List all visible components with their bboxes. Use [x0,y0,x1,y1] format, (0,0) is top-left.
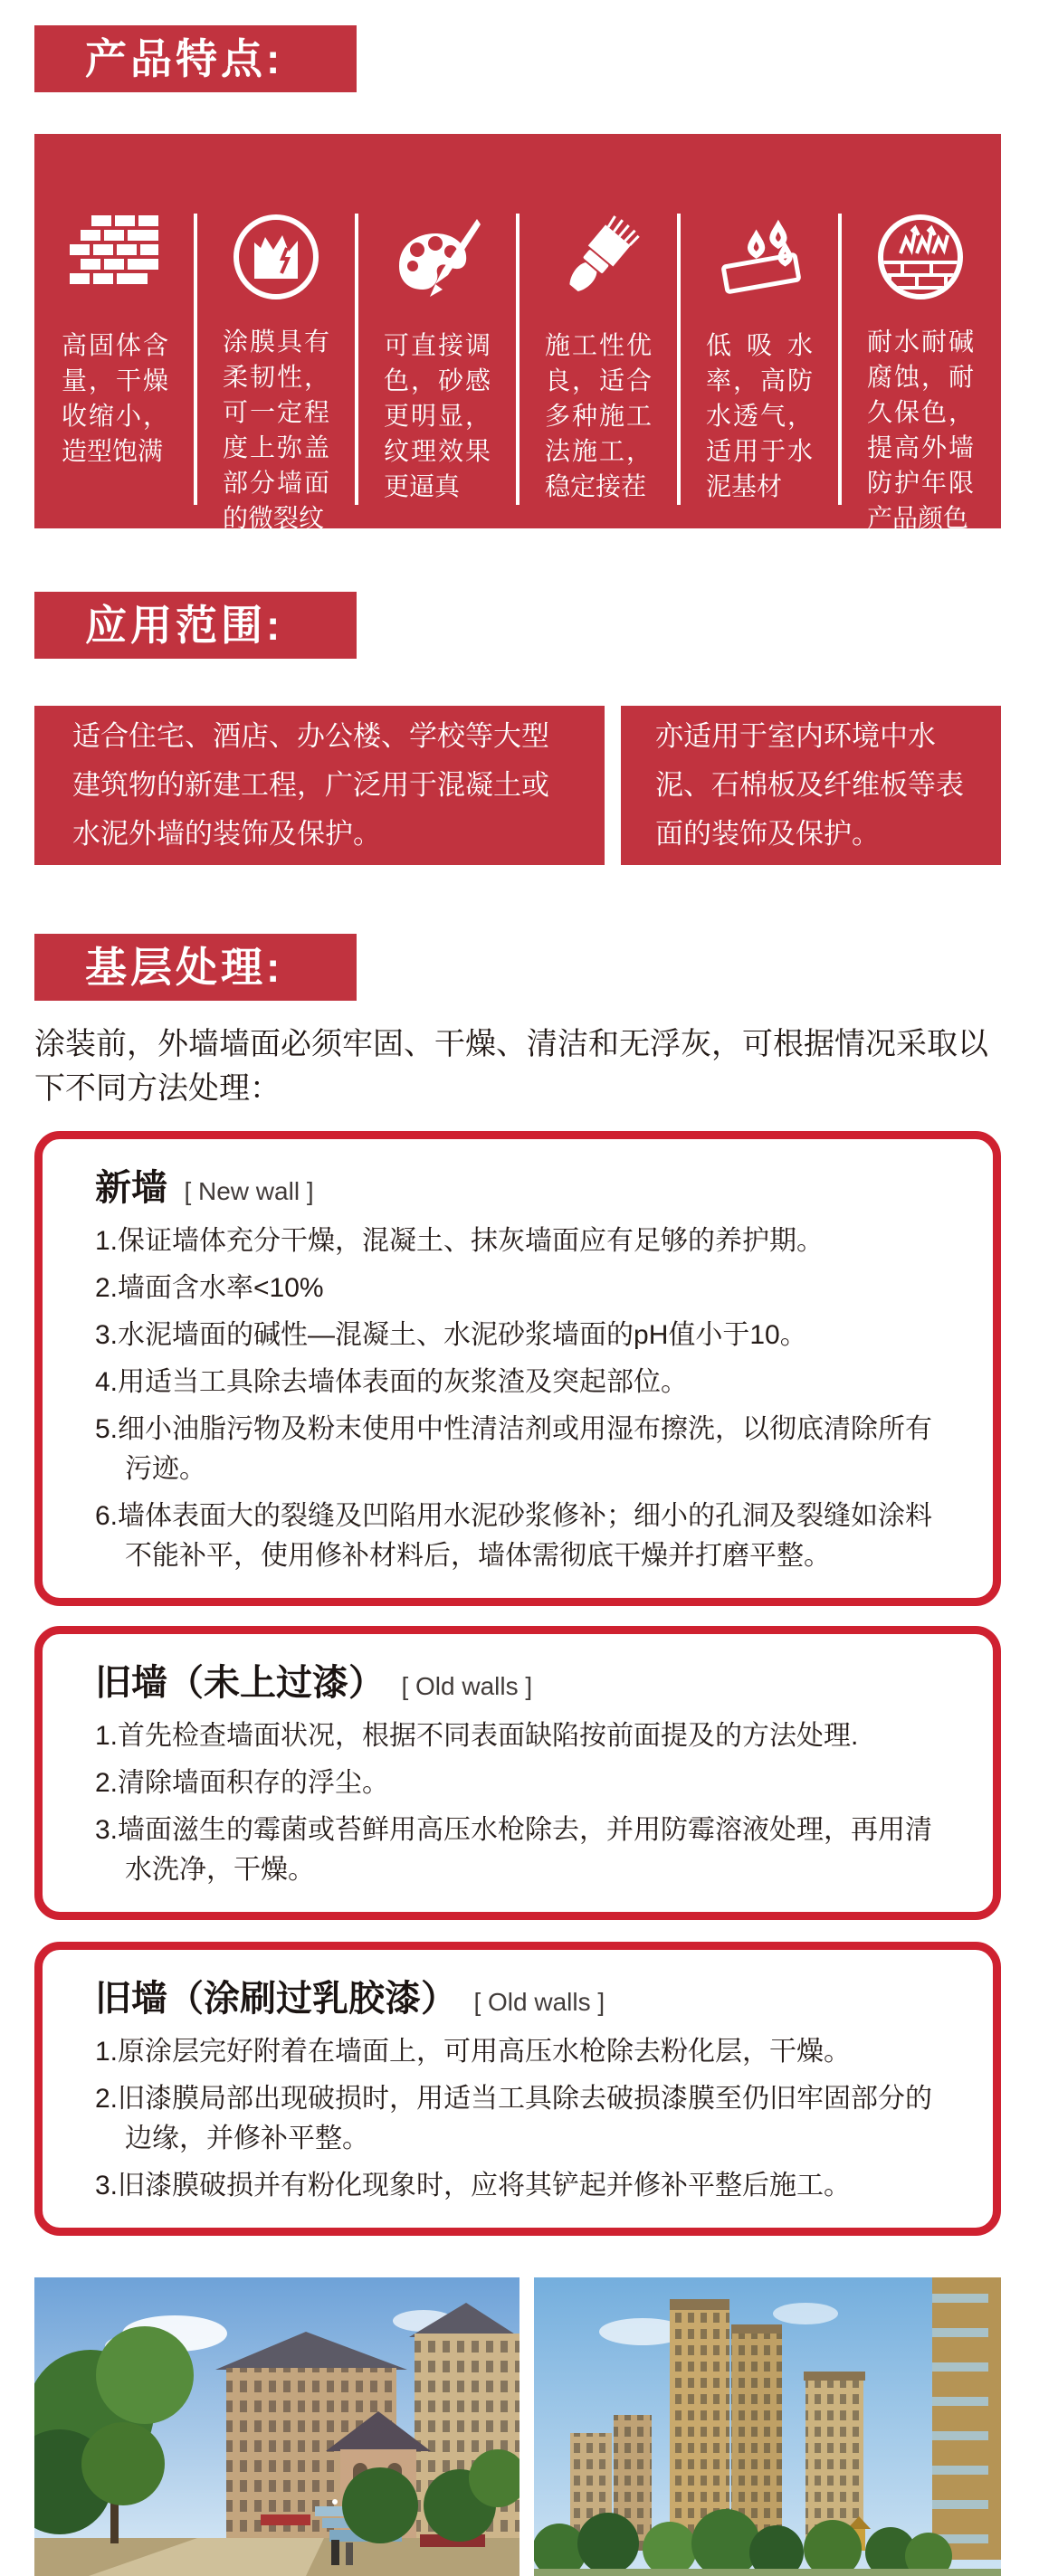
feature-item [357,134,518,528]
page-content [34,25,1001,2576]
application-text: 适合住宅、酒店、办公楼、学校等大型建筑物的新建工程，广泛用于混凝土或水泥外墙的装饰及保护。 [72,720,549,850]
brick-wall-icon [70,212,160,306]
treatment-step: 2.清除墙面积存的浮尘。 [95,1768,390,1798]
application-box-exterior [34,706,605,865]
application-box-interior [621,706,1001,865]
base-treatment-heading: 基层处理: [34,934,357,1001]
palette-brush-icon [390,212,484,306]
feature-text: 施工性优良，适合多种施工法施工，稳定接茬 [545,331,652,500]
feature-text: 可直接调色，砂感更明显，纹理效果更逼真 [384,331,491,500]
treatment-step: 4.用适当工具除去墙体表面的灰浆渣及突起部位。 [95,1367,689,1397]
treatment-box-title: 旧墙（涂刷过乳胶漆） [95,1979,457,2019]
photo-row [34,2277,1001,2576]
water-drops-board-icon [712,212,806,306]
treatment-step: 3.水泥墙面的碱性—混凝土、水泥砂浆墙面的pH值小于10。 [95,1320,807,1350]
paint-brush-icon [551,212,645,306]
treatment-box-old-wall-latex-painted [34,1942,1001,2236]
features-heading: 产品特点: [34,25,357,92]
feature-item [518,134,679,528]
application-heading: 应用范围: [34,592,357,659]
treatment-box-title-row [95,1654,958,1706]
feature-text: 涂膜具有柔韧性，可一定程度上弥盖部分墙面的微裂纹 [223,328,329,532]
features-banner [34,134,1001,532]
feature-item [679,134,840,528]
base-treatment-intro: 涂装前，外墙墙面必须牢固、干燥、清洁和无浮灰，可根据情况采取以下不同方法处理： [34,1027,988,1106]
treatment-box-subtitle: [ Old walls ] [401,1672,533,1700]
treatment-box-title: 新墙 [95,1168,167,1208]
feature-item [840,134,1001,532]
treatment-step: 1.保证墙体充分干燥，混凝土、抹灰墙面应有足够的养护期。 [95,1226,825,1256]
weatherproof-wall-icon [875,212,966,302]
feature-item [34,134,195,528]
feature-text: 高固体含量，干燥收缩小，造型饱满 [62,331,168,465]
treatment-box-subtitle: [ New wall ] [184,1177,314,1205]
treatment-box-title: 旧墙（未上过漆） [95,1663,385,1703]
treatment-step: 1.原涂层完好附着在墙面上，可用高压水枪除去粉化层，干燥。 [95,2037,852,2067]
treatment-step: 1.首先检查墙面状况，根据不同表面缺陷按前面提及的方法处理. [95,1721,859,1751]
feature-text: 耐水耐碱腐蚀，耐久保色，提高外墙防护年限产品颜色 [867,328,974,532]
treatment-step: 5.细小油脂污物及粉末使用中性清洁剂或用湿布擦洗，以彻底清除所有污迹。 [95,1414,933,1484]
application-text: 亦适用于室内环境中水泥、石棉板及纤维板等表面的装饰及保护。 [655,720,964,850]
treatment-box-old-wall-unpainted [34,1626,1001,1920]
feature-item [195,134,357,532]
lowrise-residential-courtyard-photo [34,2277,520,2576]
treatment-step: 3.墙面滋生的霉菌或苔鲜用高压水枪除去，并用防霉溶液处理，再用清水洗净，干燥。 [95,1815,933,1885]
flexible-film-icon [231,212,321,302]
treatment-step: 6.墙体表面大的裂缝及凹陷用水泥砂浆修补；细小的孔洞及裂缝如涂料不能补平，使用修补材料后，墙体需彻底干燥并打磨平整。 [95,1501,933,1571]
highrise-residential-towers-photo [534,2277,1001,2576]
treatment-box-title-row [95,1970,958,2021]
treatment-step: 2.墙面含水率<10% [95,1273,324,1303]
feature-text: 低吸水率，高防水透气，适用于水泥基材 [706,331,813,500]
application-boxes [34,706,1001,865]
treatment-step: 3.旧漆膜破损并有粉化现象时，应将其铲起并修补平整后施工。 [95,2171,852,2201]
treatment-step: 2.旧漆膜局部出现破损时，用适当工具除去破损漆膜至仍旧牢固部分的边缘，并修补平整。 [95,2084,933,2153]
treatment-box-subtitle: [ Old walls ] [473,1988,605,2016]
treatment-box-title-row [95,1159,958,1211]
treatment-box-new-wall [34,1131,1001,1606]
